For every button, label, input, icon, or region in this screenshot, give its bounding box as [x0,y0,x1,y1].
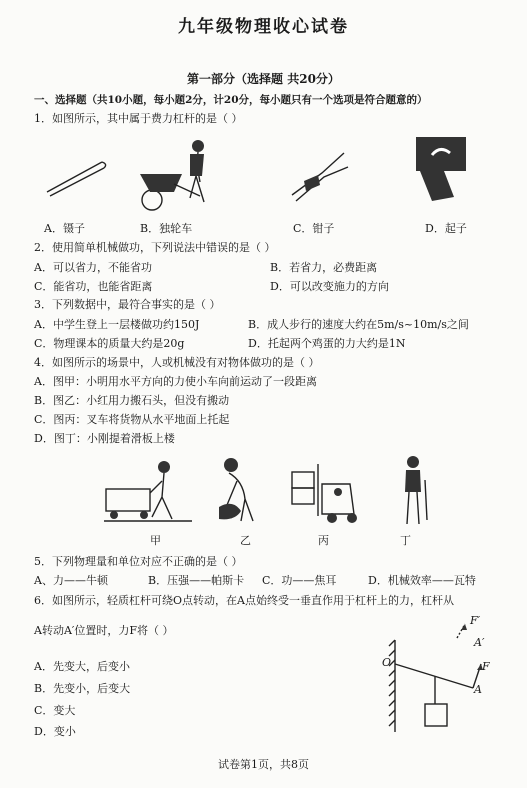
lever-label-f: F [482,660,490,673]
question-6-stem-line2: A转动A′位置时，力F将（ ） [34,624,174,637]
q6-option-a: A．先变大，后变小 [34,660,130,673]
lever-diagram [375,612,490,744]
instructions: 一、选择题（共10小题，每小题2分，计20分，每小题只有一个选项是符合题意的） [34,94,428,106]
page-footer: 试卷第1页，共8页 [218,758,309,771]
q6-option-b: B．先变小，后变大 [34,682,131,695]
q5-option-b: B．压强——帕斯卡 [148,574,245,587]
question-1-stem: 1．如图所示，其中属于费力杠杆的是（ ） [34,112,243,125]
q3-option-c: C．物理课本的质量大约是20g [34,337,185,350]
tweezers-figure [42,152,112,202]
q2-option-a: A．可以省力，不能省功 [34,261,152,274]
lever-label-o: O [382,656,392,669]
q4-option-a: A．图甲：小明用水平方向的力使小车向前运动了一段距离 [34,375,317,388]
figure-label-yi: 乙 [240,534,251,547]
pushing-cart-figure [100,455,195,530]
q5-option-d: D．机械效率——瓦特 [368,574,476,587]
q4-option-d: D．图丁：小刚提着滑板上楼 [34,432,175,445]
forklift-figure [288,458,368,528]
q1-option-d: D．起子 [425,222,467,235]
q6-option-c: C．变大 [34,704,76,717]
q1-option-c: C．钳子 [293,222,335,235]
question-2-stem: 2．使用简单机械做功，下列说法中错误的是（ ） [34,241,276,254]
section-heading: 第一部分（选择题 共20分） [187,72,340,86]
q3-option-b: B．成人步行的速度大约在5m/s~10m/s之间 [248,318,469,331]
q1-option-a: A．镊子 [44,222,85,235]
lifting-stone-figure [205,455,275,530]
q3-option-a: A．中学生登上一层楼做功约150J [34,318,200,331]
q2-option-d: D．可以改变施力的方向 [270,280,389,293]
q5-option-a: A、力——牛顿 [34,574,108,587]
bottle-opener-figure [410,135,470,207]
figure-label-jia: 甲 [150,534,161,547]
lever-label-a: A [474,683,482,696]
q2-option-b: B．若省力，必费距离 [270,261,378,274]
lever-label-f-prime: F′ [470,614,481,627]
question-6-stem-line1: 6．如图所示，轻质杠杆可绕O点转动，在A点始终受一垂直作用于杠杆上的力，杠杆从 [34,594,454,607]
carrying-skateboard-figure [393,452,438,532]
page-title: 九年级物理收心试卷 [178,17,349,37]
question-4-stem: 4．如图所示的场景中，人或机械没有对物体做功的是（ ） [34,356,320,369]
q5-option-c: C．功——焦耳 [262,574,337,587]
question-3-stem: 3．下列数据中，最符合事实的是（ ） [34,298,221,311]
figure-label-ding: 丁 [400,534,411,547]
q4-option-b: B．图乙：小红用力搬石头，但没有搬动 [34,394,230,407]
q4-option-c: C．图丙：叉车将货物从水平地面上托起 [34,413,230,426]
pliers-figure [282,145,352,205]
wheelbarrow-figure [130,132,220,217]
q1-option-b: B．独轮车 [140,222,193,235]
q2-option-c: C．能省功，也能省距离 [34,280,153,293]
question-5-stem: 5．下列物理量和单位对应不正确的是（ ） [34,555,243,568]
q6-option-d: D．变小 [34,725,76,738]
figure-label-bing: 丙 [318,534,329,547]
q3-option-d: D．托起两个鸡蛋的力大约是1N [248,337,406,350]
lever-label-a-prime: A′ [474,636,485,649]
